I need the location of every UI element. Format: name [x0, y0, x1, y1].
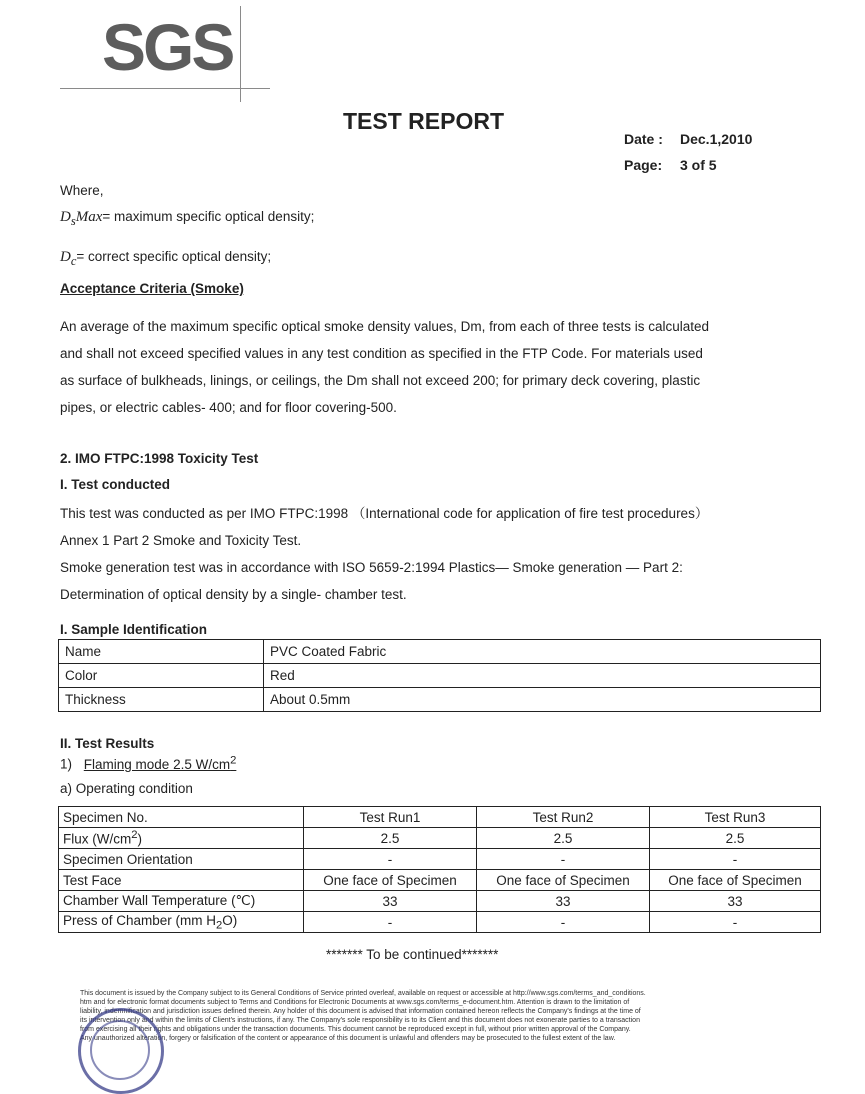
table-cell: 33 [650, 891, 821, 912]
table-cell-value: PVC Coated Fabric [264, 640, 821, 664]
sample-identification-table [58, 639, 821, 712]
flaming-mode [60, 754, 236, 772]
mode-prefix: 1) [60, 756, 73, 772]
table-cell-label: Test Face [59, 870, 304, 891]
paragraph-line: Annex 1 Part 2 Smoke and Toxicity Test. [60, 533, 302, 548]
acceptance-heading: Acceptance Criteria (Smoke) [60, 281, 244, 296]
logo-horizontal-rule [60, 88, 270, 89]
table-cell: - [650, 849, 821, 870]
test-conducted-paragraph [60, 500, 800, 608]
table-cell-value: Red [264, 664, 821, 688]
footer-line: from exercising all their rights and obligations under the transaction documents. This document cannot be reproduced except in full, without prior written approval of the Company. [80, 1026, 631, 1033]
table-cell: - [477, 849, 650, 870]
date-label: Date : [624, 131, 663, 147]
legal-footer [80, 989, 780, 1043]
logo-vertical-rule [240, 6, 241, 102]
footer-line: its intervention only and within the limits of Client's instructions, if any. The Company's sole responsibility is to its Client and this document does not exonerate parties to a transaction [80, 1017, 640, 1024]
paragraph-line: Determination of optical density by a single- chamber test. [60, 587, 407, 602]
paragraph-line: This test was conducted as per IMO FTPC:1998 （International code for application of fire test procedures） [60, 506, 709, 521]
table-cell-label: Name [59, 640, 264, 664]
report-title: TEST REPORT [343, 108, 505, 134]
table-cell: - [650, 912, 821, 933]
table-cell: - [304, 849, 477, 870]
paragraph-line: pipes, or electric cables- 400; and for floor covering-500. [60, 400, 397, 415]
footer-line: liability, indemnification and jurisdiction issues defined therein. Any holder of this document is advised that information contained hereon reflects the Company's findings at the time of [80, 1008, 641, 1015]
definition-dsmax [60, 209, 314, 229]
table-header-cell: Test Run1 [304, 807, 477, 828]
paragraph-line: Smoke generation test was in accordance with ISO 5659-2:1994 Plastics— Smoke generation — Part 2: [60, 560, 683, 575]
table-cell-label: Specimen Orientation [59, 849, 304, 870]
table-cell-label: Chamber Wall Temperature (℃) [59, 891, 304, 912]
paragraph-line: and shall not exceed specified values in any test condition as specified in the FTP Code. For materials used [60, 346, 703, 361]
report-page [624, 157, 717, 173]
report-date [624, 131, 752, 147]
company-stamp-inner [90, 1020, 150, 1080]
operating-condition-label: a) Operating condition [60, 781, 193, 796]
table-header-row [59, 807, 821, 828]
operating-condition-table [58, 806, 821, 933]
table-row [59, 688, 821, 712]
table-cell-label: Flux $(W/cm^2)$ [59, 828, 304, 849]
table-row [59, 828, 821, 849]
table-header-cell: Test Run3 [650, 807, 821, 828]
footer-line: Any unauthorized alteration, forgery or falsification of the content or appearance of this document is unlawful and offenders may be prosecuted to the fullest extent of the law. [80, 1035, 616, 1042]
sgs-logo: SGS [102, 10, 233, 84]
table-cell: 33 [477, 891, 650, 912]
table-cell-value: About 0.5mm [264, 688, 821, 712]
table-cell: 2.5 [304, 828, 477, 849]
table-cell: One face of Specimen [477, 870, 650, 891]
table-cell: 33 [304, 891, 477, 912]
dc-symbol: $D_c$ [60, 249, 77, 268]
page-value: 3 of 5 [680, 157, 717, 173]
table-row [59, 870, 821, 891]
table-cell-label: Press of Chamber (mm $H_2O$) [59, 912, 304, 933]
table-cell-label: Color [59, 664, 264, 688]
table-row [59, 664, 821, 688]
where-text: Where, [60, 183, 104, 198]
table-cell: 2.5 [477, 828, 650, 849]
table-cell: - [304, 912, 477, 933]
table-row [59, 849, 821, 870]
footer-line: htm and for electronic format documents subject to Terms and Conditions for Electronic Documents at www.sgs.com/terms_e-document.htm. Attention is drawn to the limitation of [80, 999, 630, 1006]
table-row [59, 912, 821, 933]
footer-line: This document is issued by the Company subject to its General Conditions of Service printed overleaf, available on request or accessible at http://www.sgs.com/terms_and_conditions. [80, 990, 646, 997]
table-cell-label: Thickness [59, 688, 264, 712]
acceptance-paragraph [60, 313, 800, 421]
sample-identification-heading: I. Sample Identification [60, 622, 208, 637]
table-row [59, 640, 821, 664]
table-row [59, 891, 821, 912]
table-cell: 2.5 [650, 828, 821, 849]
section2-heading: 2. IMO FTPC:1998 Toxicity Test [60, 451, 259, 466]
table-cell: - [477, 912, 650, 933]
dsmax-text: = maximum specific optical density; [102, 209, 315, 224]
test-conducted-heading: I. Test conducted [60, 477, 171, 492]
table-cell: One face of Specimen [650, 870, 821, 891]
date-value: Dec.1,2010 [680, 131, 753, 147]
table-header-cell: Test Run2 [477, 807, 650, 828]
dc-text: = correct specific optical density; [76, 249, 272, 264]
to-be-continued: ******* To be continued******* [326, 947, 499, 962]
definition-dc [60, 249, 271, 269]
paragraph-line: as surface of bulkheads, linings, or ceilings, the Dm shall not exceed 200; for primary deck covering, plastic [60, 373, 701, 388]
dsmax-symbol: $D_sMax$ [60, 209, 103, 228]
mode-label: Flaming mode 2.5 $W/cm^2$ [83, 754, 237, 772]
table-cell: One face of Specimen [304, 870, 477, 891]
test-results-heading: II. Test Results [60, 736, 155, 751]
page-label: Page: [624, 157, 663, 173]
table-header-cell: Specimen No. [59, 807, 304, 828]
paragraph-line: An average of the maximum specific optical smoke density values, Dm, from each of three tests is calculated [60, 319, 710, 334]
